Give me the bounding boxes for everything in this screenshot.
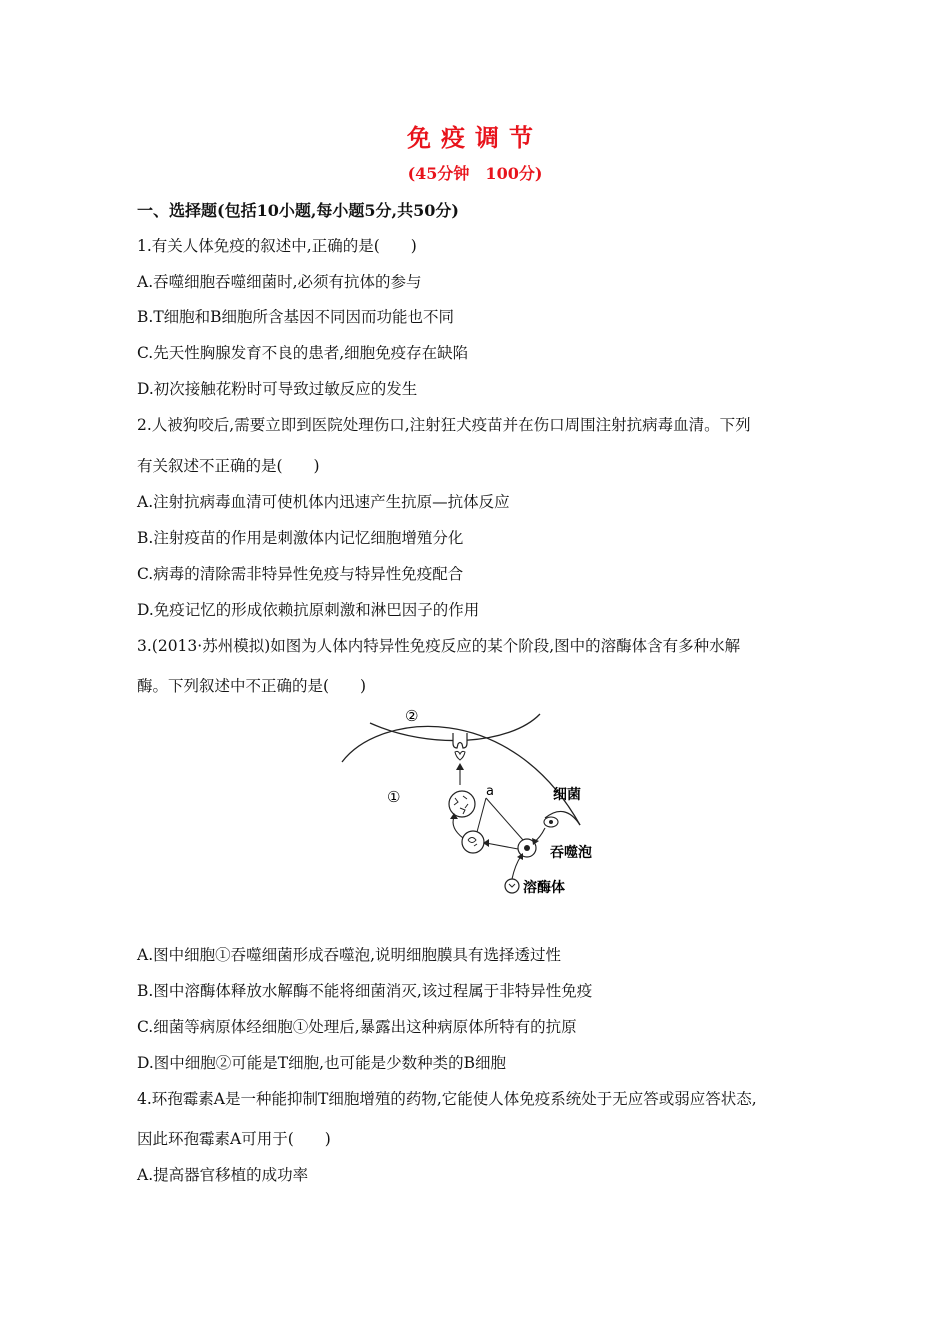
label-lysosome: 溶酶体 bbox=[523, 880, 565, 896]
q2-option-d: D.免疫记忆的形成依赖抗原刺激和淋巴因子的作用 bbox=[137, 601, 480, 619]
page-subtitle: (45分钟 100分) bbox=[407, 164, 543, 183]
page-title: 免疫调节 bbox=[407, 123, 543, 152]
q3-stem-line2: 酶。下列叙述中不正确的是( ) bbox=[137, 677, 367, 695]
label-bacteria: 细菌 bbox=[553, 787, 581, 803]
lysosome bbox=[505, 879, 519, 893]
q2-stem-line2: 有关叙述不正确的是( ) bbox=[137, 457, 320, 475]
q2-option-c: C.病毒的清除需非特异性免疫与特异性免疫配合 bbox=[137, 565, 464, 583]
label-cell1: ① bbox=[387, 788, 401, 806]
arrow-vesicle-to-top bbox=[453, 817, 463, 838]
immune-response-diagram bbox=[340, 700, 610, 905]
q3-option-c: C.细菌等病原体经细胞①处理后,暴露出这种病原体所特有的抗原 bbox=[137, 1018, 577, 1036]
antigen bbox=[455, 751, 465, 760]
q2-option-b: B.注射疫苗的作用是刺激体内记忆细胞增殖分化 bbox=[137, 529, 464, 547]
arrow-phagosome-to-vesicle bbox=[486, 843, 518, 849]
q4-stem-line1: 4.环孢霉素A是一种能抑制T细胞增殖的药物,它能使人体免疫系统处于无应答或弱应答状态, bbox=[137, 1090, 757, 1108]
q1-stem: 1.有关人体免疫的叙述中,正确的是( ) bbox=[137, 237, 417, 255]
q1-option-d: D.初次接触花粉时可导致过敏反应的发生 bbox=[137, 380, 418, 398]
q2-stem-line1: 2.人被狗咬后,需要立即到医院处理伤口,注射狂犬疫苗并在伤口周围注射抗病毒血清。下列 bbox=[137, 416, 751, 434]
receptor bbox=[453, 733, 467, 748]
arrow-lysosome-to-phagosome bbox=[512, 856, 521, 879]
q4-option-a: A.提高器官移植的成功率 bbox=[137, 1166, 309, 1184]
q1-option-a: A.吞噬细胞吞噬细菌时,必须有抗体的参与 bbox=[137, 273, 422, 291]
q3-option-b: B.图中溶酶体释放水解酶不能将细菌消灭,该过程属于非特异性免疫 bbox=[137, 982, 593, 1000]
q4-stem-line2: 因此环孢霉素A可用于( ) bbox=[137, 1130, 331, 1148]
label-cell2: ② bbox=[405, 707, 419, 725]
section-heading: 一、选择题(包括10小题,每小题5分,共50分) bbox=[137, 201, 459, 220]
q2-option-a: A.注射抗病毒血清可使机体内迅速产生抗原—抗体反应 bbox=[137, 493, 510, 511]
label-phagosome: 吞噬泡 bbox=[550, 845, 592, 861]
q3-option-a: A.图中细胞①吞噬细菌形成吞噬泡,说明细胞膜具有选择透过性 bbox=[137, 946, 562, 964]
q1-option-c: C.先天性胸腺发育不良的患者,细胞免疫存在缺陷 bbox=[137, 344, 469, 362]
antigen-processing-vesicle bbox=[449, 791, 475, 817]
label-a: a bbox=[486, 784, 494, 799]
q3-stem-line1: 3.(2013·苏州模拟)如图为人体内特异性免疫反应的某个阶段,图中的溶酶体含有多种水解 bbox=[137, 637, 741, 655]
q3-option-d: D.图中细胞②可能是T细胞,也可能是少数种类的B细胞 bbox=[137, 1054, 506, 1072]
q1-option-b: B.T细胞和B细胞所含基因不同因而功能也不同 bbox=[137, 308, 455, 326]
